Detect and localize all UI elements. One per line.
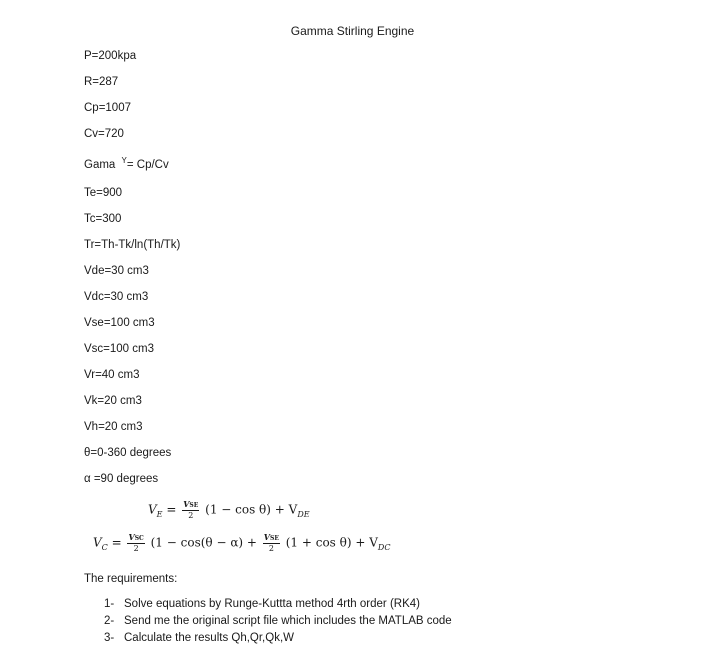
requirement-number: 2- (104, 615, 115, 627)
param-vh: Vh=20 cm3 (84, 421, 143, 433)
requirement-item (104, 598, 420, 610)
param-vr: Vr=40 cm3 (84, 369, 140, 381)
eq1-equals: = (162, 502, 181, 517)
gama-symbol: Y (121, 156, 127, 165)
param-gama (84, 156, 169, 171)
document-title: Gamma Stirling Engine (290, 24, 415, 38)
param-pressure: P=200kpa (84, 50, 137, 62)
eq2-frac1-num-sub: SC (134, 535, 144, 542)
eq2-lhs-sub: C (101, 542, 108, 552)
param-theta: θ=0-360 degrees (84, 447, 172, 459)
param-vse: Vse=100 cm3 (84, 317, 155, 329)
requirement-text: Send me the original script file which includes the MATLAB code (124, 615, 452, 627)
eq2-lhs: V (93, 535, 102, 550)
eq2-frac2-den: 2 (268, 544, 274, 553)
eq2-tail-sub: DC (377, 542, 391, 552)
eq2-frac2-num: V (263, 532, 271, 542)
eq1-frac-num: V (183, 499, 190, 509)
eq2-frac1-num: V (128, 532, 135, 542)
eq1-lhs: V (148, 502, 157, 517)
requirement-number: 1- (104, 598, 115, 610)
eq1-frac-num-sub: SE (189, 502, 199, 509)
param-tc: Tc=300 (84, 213, 122, 225)
param-te: Te=900 (84, 187, 123, 199)
eq2-body-2: (1 + cos θ) + V (281, 535, 378, 550)
equation-ve (148, 500, 310, 520)
requirement-item (104, 615, 452, 627)
eq2-frac2-num-sub: SE (270, 535, 279, 542)
eq2-fraction-2 (263, 533, 280, 553)
eq2-body-1: (1 − cos(θ − α) + (146, 535, 261, 550)
eq2-fraction-1 (127, 533, 144, 553)
requirement-text: Calculate the results Qh,Qr,Qk,W (124, 632, 295, 644)
param-gas-constant: R=287 (84, 76, 119, 88)
eq2-frac1-den: 2 (133, 544, 139, 553)
eq1-frac-den: 2 (188, 511, 194, 520)
param-cv: Cv=720 (84, 128, 124, 140)
eq1-fraction (182, 500, 199, 520)
requirement-number: 3- (104, 632, 115, 644)
requirements-heading: The requirements: (84, 573, 178, 585)
eq1-lhs-sub: E (156, 509, 163, 519)
param-cp: Cp=1007 (84, 102, 131, 114)
gama-prefix: Gama (84, 159, 119, 171)
requirement-item (104, 632, 294, 644)
param-vk: Vk=20 cm3 (84, 395, 142, 407)
eq2-equals: = (107, 535, 126, 550)
eq1-tail-sub: DE (297, 509, 310, 519)
gama-suffix: = Cp/Cv (126, 159, 169, 171)
equation-vc (93, 533, 390, 553)
param-alpha: α =90 degrees (84, 473, 159, 485)
eq1-body: (1 − cos θ) + V (201, 502, 298, 517)
param-vdc: Vdc=30 cm3 (84, 291, 149, 303)
requirement-text: Solve equations by Runge-Kuttta method 4rth order (RK4) (124, 598, 420, 610)
param-vsc: Vsc=100 cm3 (84, 343, 154, 355)
param-vde: Vde=30 cm3 (84, 265, 149, 277)
param-tr: Tr=Th-Tk/ln(Th/Tk) (84, 239, 181, 251)
